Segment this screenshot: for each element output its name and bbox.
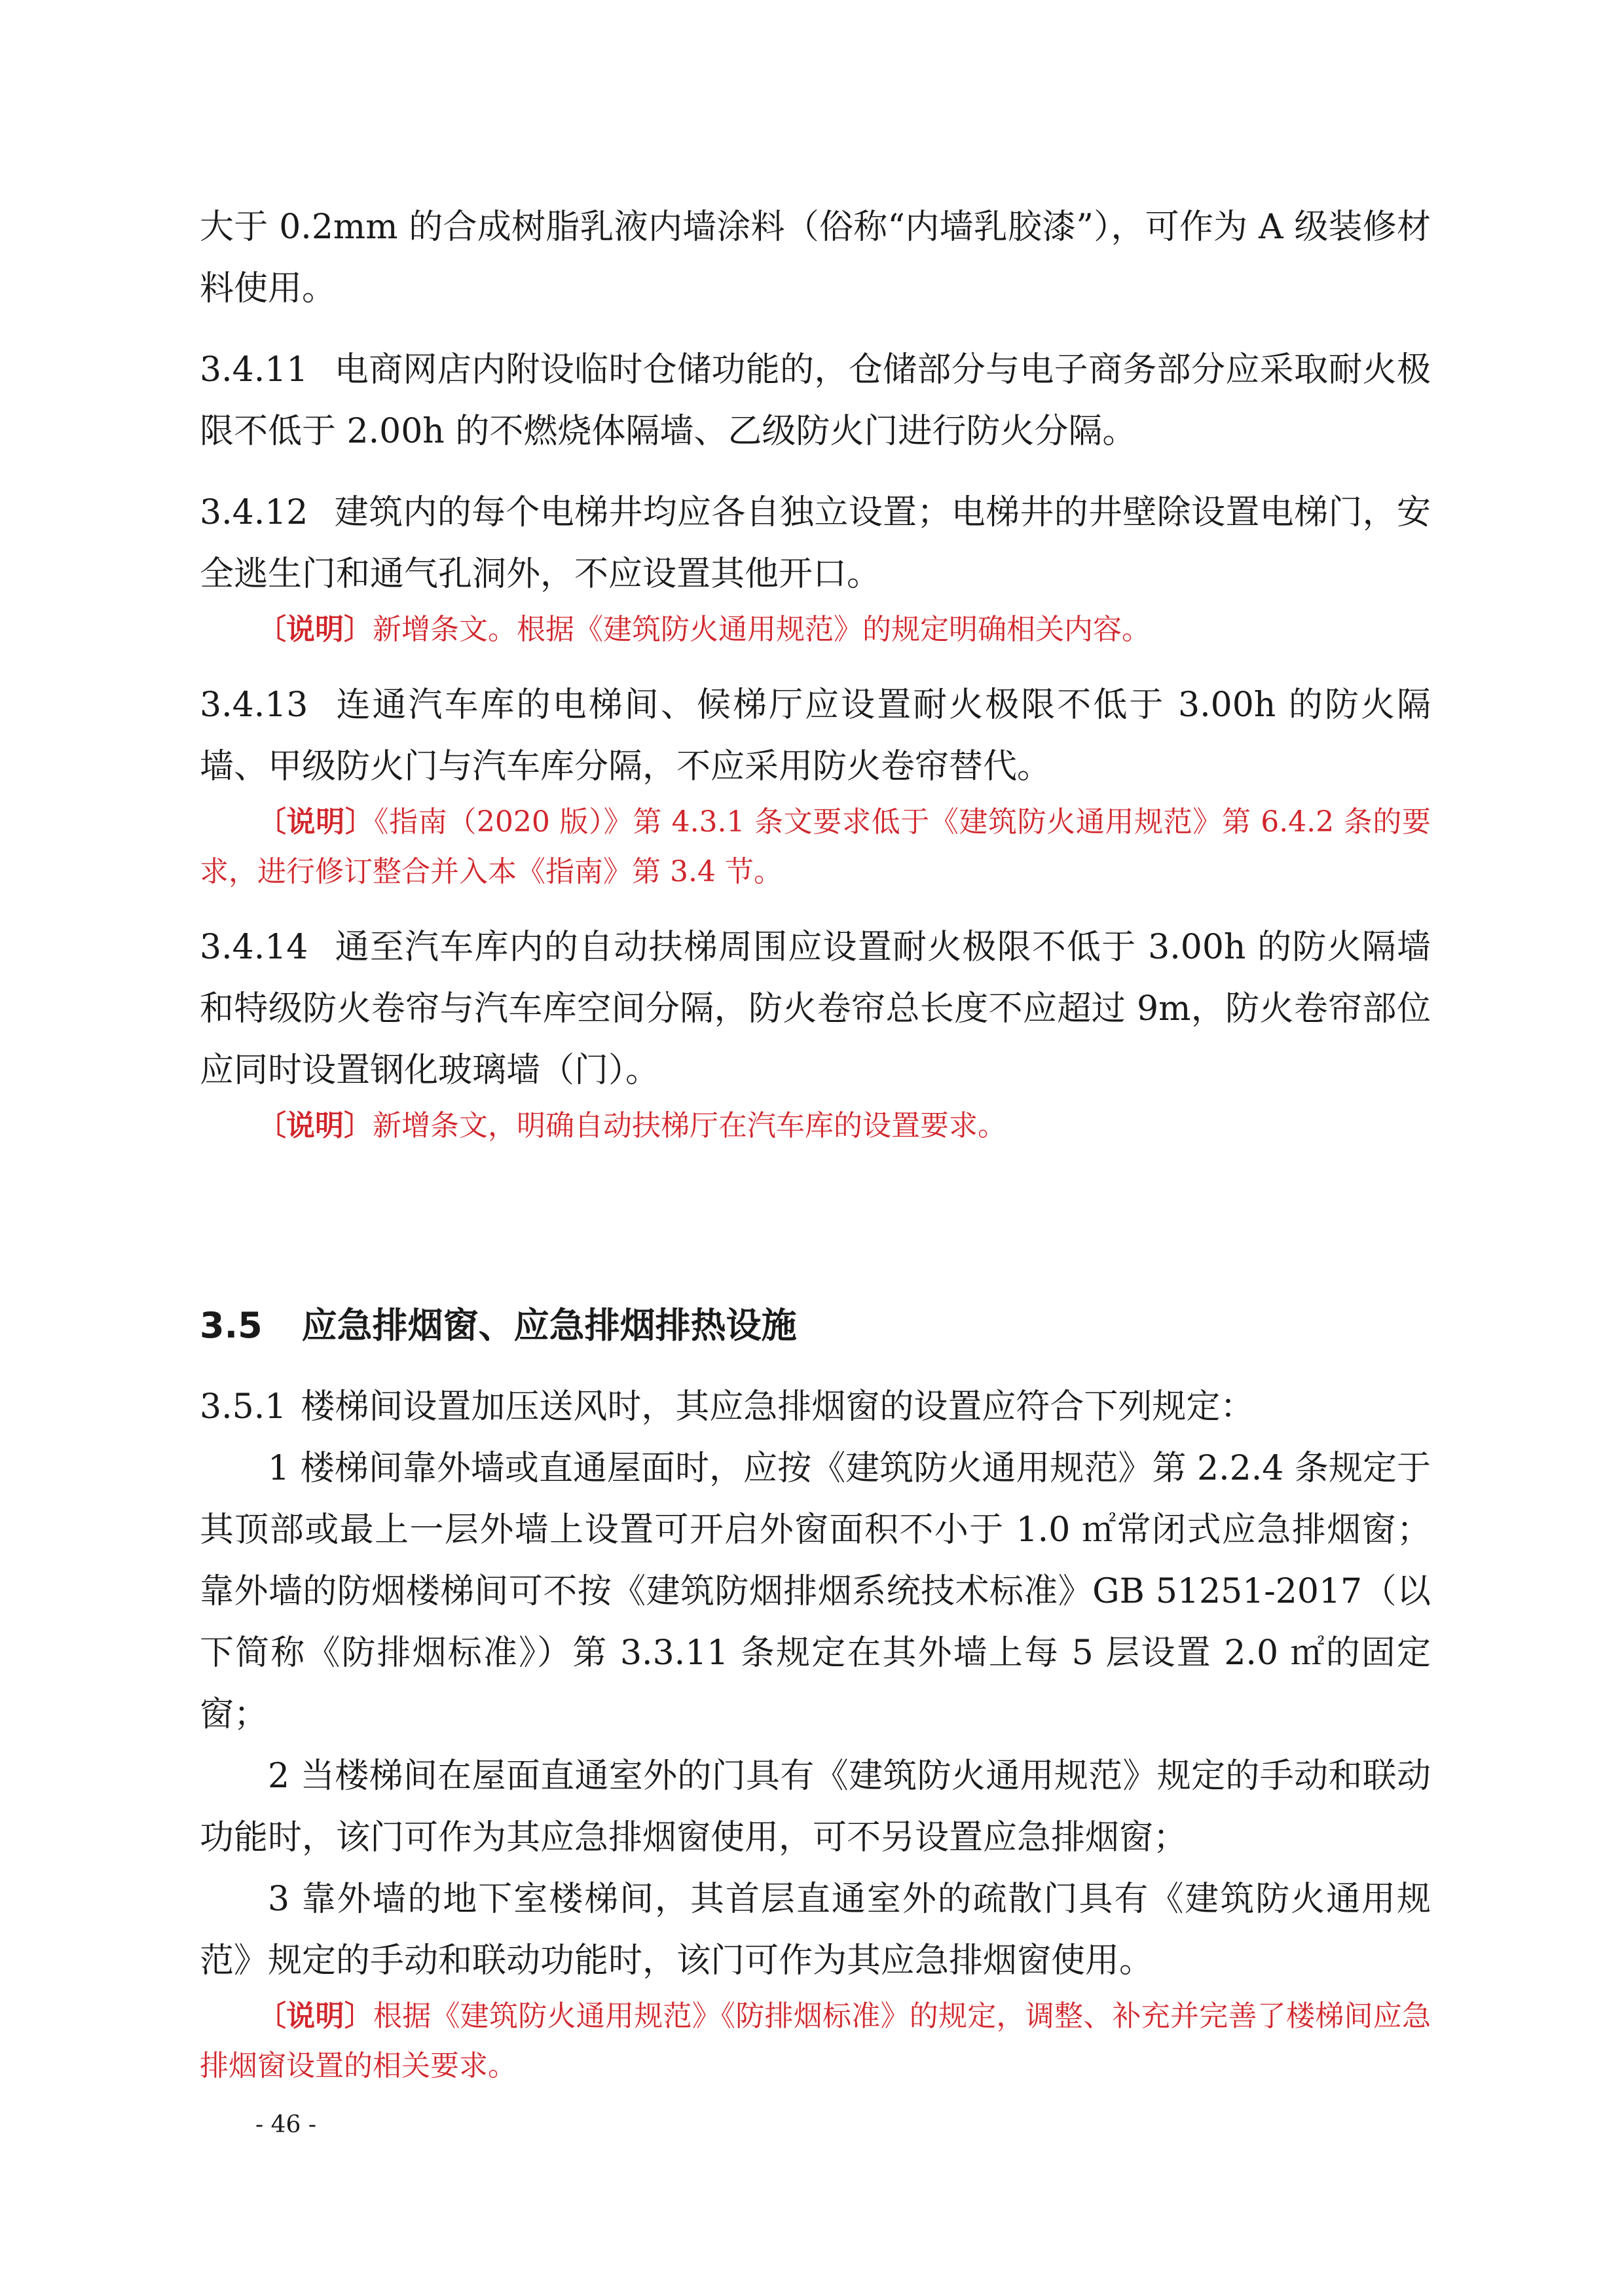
clause-text: 电商网店内附设临时仓储功能的，仓储部分与电子商务部分应采取耐火极限不低于 2.00h 的不燃烧体隔墙、乙级防火门进行防火分隔。: [200, 350, 1431, 451]
clause-item-2: 2 当楼梯间在屋面直通室外的门具有《建筑防火通用规范》规定的手动和联动功能时，该门可作为其应急排烟窗使用，可不另设置应急排烟窗；: [200, 1757, 1431, 1857]
clause-3-4-12: [200, 482, 1431, 605]
note-text: 新增条文，明确自动扶梯厅在汽车库的设置要求。: [373, 1109, 1006, 1142]
clause-3-4-14: [200, 917, 1431, 1101]
clause-number: 3.4.11: [200, 350, 308, 390]
clause-3-4-11: [200, 339, 1431, 462]
note-text: 新增条文。根据《建筑防火通用规范》的规定明确相关内容。: [373, 613, 1151, 646]
clause-text: 楼梯间设置加压送风时，其应急排烟窗的设置应符合下列规定：: [301, 1387, 1255, 1427]
section-heading: [200, 1295, 1431, 1357]
clause-text: 建筑内的每个电梯井均应各自独立设置；电梯井的井壁除设置电梯门，安全逃生门和通气孔洞外，不应设置其他开口。: [200, 493, 1431, 594]
clause-3-4-13: [200, 674, 1431, 797]
note-tag: 〔说明〕: [257, 1999, 373, 2033]
note-tag: 〔说明〕: [257, 1109, 373, 1142]
clause-number: 3.4.12: [200, 493, 308, 532]
clause-3-5-1: [200, 1376, 1431, 1438]
note-3-5-1: [200, 1992, 1431, 2091]
document-page: [200, 196, 1431, 2091]
note-3-4-12: [200, 605, 1431, 655]
note-tag: 〔说明〕: [257, 805, 375, 839]
clause-item-3: 3 靠外墙的地下室楼梯间，其首层直通室外的疏散门具有《建筑防火通用规范》规定的手动和联动功能时，该门可作为其应急排烟窗使用。: [200, 1880, 1431, 1980]
clause-number: 3.5.1: [200, 1387, 287, 1427]
section-title: 应急排烟窗、应急排烟排热设施: [301, 1305, 797, 1346]
continued-paragraph: 大于 0.2mm 的合成树脂乳液内墙涂料（俗称“内墙乳胶漆”），可作为 A 级装修材料使用。: [200, 208, 1431, 308]
note-tag: 〔说明〕: [257, 613, 373, 646]
clause-text: 通至汽车库内的自动扶梯周围应设置耐火极限不低于 3.00h 的防火隔墙和特级防火卷帘与汽车库空间分隔，防火卷帘总长度不应超过 9m，防火卷帘部位应同时设置钢化玻璃墙（门）。: [200, 928, 1431, 1090]
note-text: 《指南（2020 版）》第 4.3.1 条文要求低于《建筑防火通用规范》第 6.4.2 条的要求，进行修订整合并入本《指南》第 3.4 节。: [200, 805, 1431, 888]
note-3-4-14: [200, 1101, 1431, 1151]
note-3-4-13: [200, 797, 1431, 897]
clause-number: 3.4.14: [200, 928, 308, 967]
clause-number: 3.4.13: [200, 685, 308, 725]
note-text: 根据《建筑防火通用规范》《防排烟标准》的规定，调整、补充并完善了楼梯间应急排烟窗设置的相关要求。: [200, 1999, 1431, 2083]
clause-item-1: 1 楼梯间靠外墙或直通屋面时，应按《建筑防火通用规范》第 2.2.4 条规定于其顶部或最上一层外墙上设置可开启外窗面积不小于 1.0 ㎡常闭式应急排烟窗；靠外墙的防烟楼梯间可不按《建筑防烟排烟系统技术标准》GB 51251-2017（以下简称《防排烟标准》）第 3.3.11 条规定在其外墙上每 5 层设置 2.0 ㎡的固定窗；: [200, 1449, 1431, 1734]
section-number: 3.5: [200, 1305, 263, 1346]
page-number: - 46 -: [255, 2111, 317, 2138]
clause-text: 连通汽车库的电梯间、候梯厅应设置耐火极限不低于 3.00h 的防火隔墙、甲级防火门与汽车库分隔，不应采用防火卷帘替代。: [200, 685, 1431, 786]
